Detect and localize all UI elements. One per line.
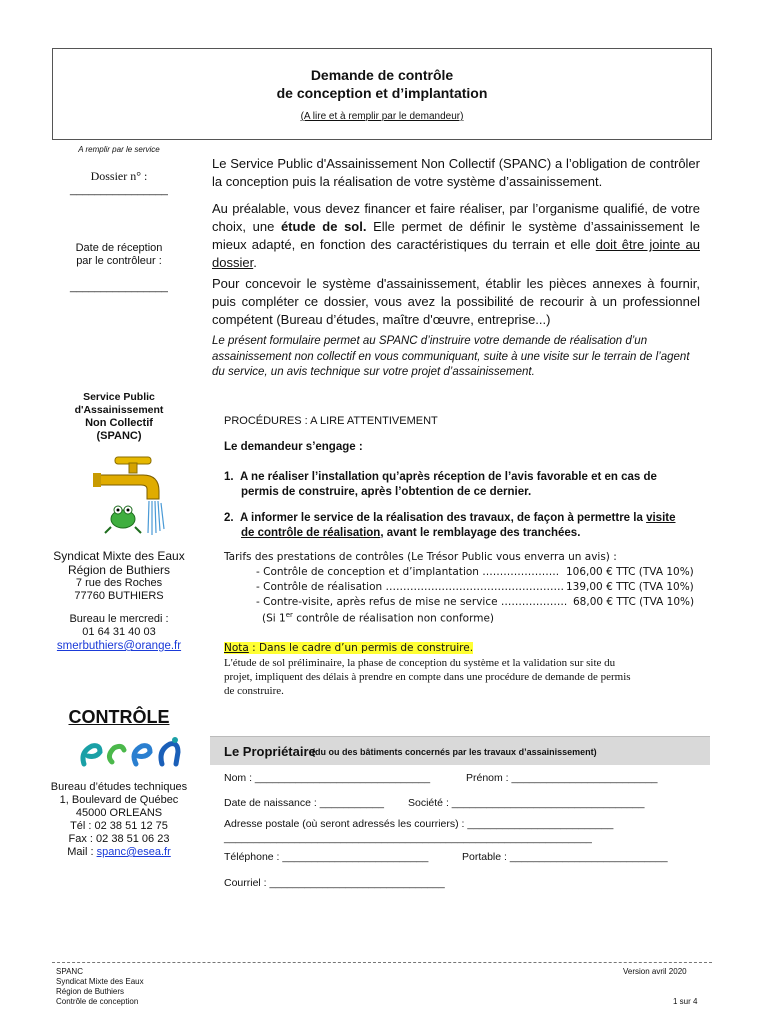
field-adresse-line2[interactable]: _______________________________________________________________ (224, 832, 592, 844)
tarifs-intro: Tarifs des prestations de contrôles (Le Trésor Public vous enverra un avis) : (224, 551, 617, 563)
field-date-naissance[interactable]: Date de naissance : ___________ (224, 797, 384, 809)
dossier-line: ________________ (70, 184, 168, 196)
etude-de-sol: étude de sol. (280, 219, 367, 234)
bet-mail-label: Mail : (67, 846, 94, 858)
syndicat-address-1: 7 rue des Roches (75, 577, 163, 589)
owner-section-header (210, 736, 710, 765)
engage-heading: Le demandeur s’engage : (224, 441, 363, 453)
bureau-hours: Bureau le mercredi : (69, 613, 169, 625)
bet-phone: Tél : 02 38 51 12 75 (70, 820, 168, 832)
bet-address-2: 45000 ORLEANS (75, 807, 163, 819)
procedures-heading: PROCÉDURES : A LIRE ATTENTIVEMENT (224, 415, 438, 427)
field-courriel[interactable]: Courriel : ______________________________ (224, 877, 445, 889)
spanc-name-1: Service Public (83, 391, 155, 403)
bet-name: Bureau d’études techniques (50, 781, 188, 793)
field-societe[interactable]: Société : _________________________________ (408, 797, 645, 809)
procedure-item-2-cont: de contrôle de réalisation, avant le remblayage des tranchées. (241, 527, 581, 539)
intro-paragraph-3: Pour concevoir le système d'assainissement, établir les pièces annexes à fournir, puis compléter ce dossier, vous avez la possibilité de recourir à un professionnel compétent (Bureau d’études, maître d'œuvre, entreprise...) (212, 276, 700, 327)
tarif-2-label: - Contrôle de réalisation …………………………………………… (256, 581, 565, 593)
nota-line: Nota : Dans le cadre d’un permis de construire. (224, 642, 474, 654)
header-box (52, 48, 712, 140)
syndicat-region: Région de Buthiers (67, 563, 171, 577)
dossier-label: Dossier n° : (90, 169, 148, 183)
bet-address-1: 1, Boulevard de Québec (59, 794, 179, 806)
footer-version: Version avril 2020 (623, 967, 687, 976)
footer-org: SPANC Syndicat Mixte des Eaux Région de Buthiers Contrôle de conception (56, 967, 144, 1006)
field-nom[interactable]: Nom : ______________________________ (224, 772, 431, 784)
tarif-2-price: 139,00 € TTC (TVA 10%) (566, 581, 694, 593)
nota-body: L'étude de sol préliminaire, la phase de conception du système et la validation sur site du projet, impliquent des délais à prendre en compte dans une procédure de demande de permis de construire. (224, 657, 631, 697)
spanc-name-3: Non Collectif (85, 417, 153, 429)
tarif-1-label: - Contrôle de conception et d’implantation …………………. (256, 566, 560, 578)
syndicat-email-link[interactable]: smerbuthiers@orange.fr (56, 640, 182, 652)
procedure-item-1-cont: permis de construire, après l’obtention de ce dernier. (241, 486, 532, 498)
intro-paragraph-1: Le Service Public d'Assainissement Non Collectif (SPANC) a l’obligation de contrôler la conception puis la réalisation de votre système d’assainissement. (212, 156, 700, 189)
reception-label-2: par le contrôleur : (76, 255, 162, 267)
owner-title-note: (du ou des bâtiments concernés par les travaux d’assainissement) (312, 747, 597, 757)
doit-etre-jointe: doit être jointe au dossier (212, 237, 700, 270)
tarif-3-price: 68,00 € TTC (TVA 10%) (573, 596, 695, 608)
field-portable[interactable]: Portable : ___________________________ (462, 851, 668, 863)
controle-title: CONTRÔLE (68, 707, 170, 727)
reception-line: ________________ (70, 281, 168, 293)
field-prenom[interactable]: Prénom : _________________________ (466, 772, 658, 784)
spanc-name-2: d'Assainissement (74, 404, 164, 416)
procedure-item-1: 1. A ne réaliser l’installation qu’après réception de l’avis favorable et en cas de (224, 471, 657, 483)
document-subtitle: (A lire et à remplir par le demandeur) (300, 111, 464, 122)
spanc-name-4: (SPANC) (96, 430, 142, 442)
service-note: A remplir par le service (78, 145, 160, 154)
intro-paragraph-2: Au préalable, vous devez financer et faire réaliser, par l’organisme qualifié, de votre choix, une étude de sol. Elle permet de définir le système d’assainissement le mieux adapté, en fonction des caractéristiques du terrain et elle doit être jointe au dossier. (212, 201, 700, 270)
syndicat-name: Syndicat Mixte des Eaux (53, 549, 185, 563)
reception-label-1: Date de réception (75, 242, 163, 254)
document-title-line1: Demande de contrôle (310, 67, 454, 83)
tarif-3-label: - Contre-visite, après refus de mise ne service ………………. (256, 596, 568, 608)
tarif-1-price: 106,00 € TTC (TVA 10%) (566, 566, 694, 578)
esea-logo-icon (78, 734, 186, 770)
document-title-line2: de conception et d’implantation (276, 85, 488, 101)
faucet-frog-icon (93, 453, 177, 537)
field-telephone[interactable]: Téléphone : _________________________ (224, 851, 429, 863)
bureau-phone: 01 64 31 40 03 (82, 626, 156, 638)
footer-divider (52, 962, 712, 963)
field-adresse[interactable]: Adresse postale (où seront adressés les courriers) : _________________________ (224, 818, 614, 830)
bet-fax: Fax : 02 38 51 06 23 (68, 833, 170, 845)
procedure-item-2: 2. A informer le service de la réalisation des travaux, de façon à permettre la visite (224, 512, 676, 524)
footer-page-number: 1 sur 4 (673, 997, 698, 1006)
syndicat-address-2: 77760 BUTHIERS (74, 590, 164, 602)
intro-paragraph-4: Le présent formulaire permet au SPANC d’instruire votre demande de réalisation d’un assainissement non collectif en vous communiquant, suite à une visite sur le terrain de l’agent du service, un avis technique sur votre projet d’assainissement. (212, 335, 690, 378)
owner-title: Le Propriétaire (224, 744, 316, 759)
bet-email-link[interactable]: spanc@esea.fr (96, 846, 171, 858)
tarif-4-note: (Si 1er contrôle de réalisation non conforme) (262, 611, 495, 625)
